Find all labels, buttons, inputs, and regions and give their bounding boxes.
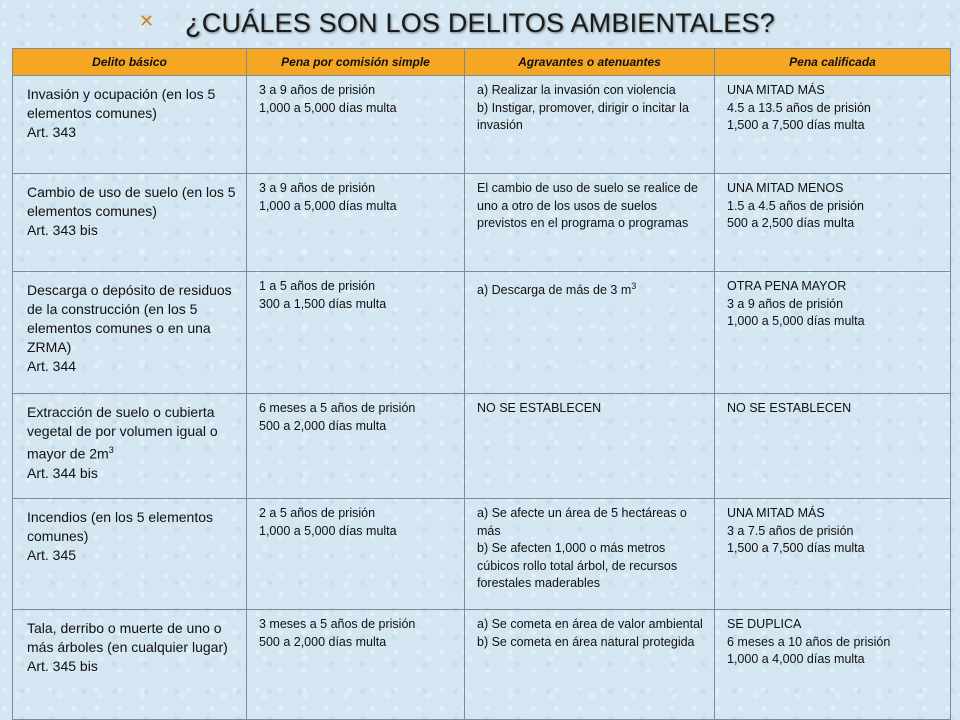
table-row bbox=[13, 394, 951, 499]
slide-header bbox=[0, 0, 960, 48]
cell-delito: Descarga o depósito de residuos de la construcción (en los 5 elementos comunes o en una ZRMA) Art. 344 bbox=[13, 272, 247, 394]
cell-calificada: OTRA PENA MAYOR 3 a 9 años de prisión 1,000 a 5,000 días multa bbox=[715, 272, 951, 394]
cell-delito: Incendios (en los 5 elementos comunes) Art. 345 bbox=[13, 499, 247, 610]
cell-delito: Tala, derribo o muerte de uno o más árboles (en cualquier lugar) Art. 345 bis bbox=[13, 610, 247, 720]
table-row bbox=[13, 499, 951, 610]
cell-pena: 3 a 9 años de prisión 1,000 a 5,000 días multa bbox=[247, 174, 465, 272]
table-row bbox=[13, 272, 951, 394]
cell-pena: 3 a 9 años de prisión 1,000 a 5,000 días multa bbox=[247, 76, 465, 174]
table-row bbox=[13, 76, 951, 174]
slide-title: ¿CUÁLES SON LOS DELITOS AMBIENTALES? bbox=[185, 8, 775, 38]
cell-agravantes: a) Descarga de más de 3 $m^3$ bbox=[465, 272, 715, 394]
cell-agravantes: a) Realizar la invasión con violencia b) Instigar, promover, dirigir o incitar la invasión bbox=[465, 76, 715, 174]
delitos-table bbox=[12, 48, 951, 720]
x-bullet-icon: ✕ bbox=[139, 11, 155, 32]
cell-calificada: UNA MITAD MENOS 1.5 a 4.5 años de prisión 500 a 2,500 días multa bbox=[715, 174, 951, 272]
cell-pena: 1 a 5 años de prisión 300 a 1,500 días multa bbox=[247, 272, 465, 394]
header-pena-calificada: Pena calificada bbox=[715, 49, 951, 76]
cell-delito: Extracción de suelo o cubierta vegetal de por volumen igual o mayor de $2m^3$ Art. 344 bis bbox=[13, 394, 247, 499]
header-agravantes: Agravantes o atenuantes bbox=[465, 49, 715, 76]
cell-agravantes: NO SE ESTABLECEN bbox=[465, 394, 715, 499]
cell-calificada: UNA MITAD MÁS 4.5 a 13.5 años de prisión 1,500 a 7,500 días multa bbox=[715, 76, 951, 174]
cell-calificada: NO SE ESTABLECEN bbox=[715, 394, 951, 499]
table-header-row bbox=[13, 49, 951, 76]
cell-pena: 6 meses a 5 años de prisión 500 a 2,000 días multa bbox=[247, 394, 465, 499]
cell-calificada: SE DUPLICA 6 meses a 10 años de prisión 1,000 a 4,000 días multa bbox=[715, 610, 951, 720]
header-delito-basico: Delito básico bbox=[13, 49, 247, 76]
cell-pena: 3 meses a 5 años de prisión 500 a 2,000 días multa bbox=[247, 610, 465, 720]
table-row bbox=[13, 174, 951, 272]
cell-delito: Invasión y ocupación (en los 5 elementos comunes) Art. 343 bbox=[13, 76, 247, 174]
cell-agravantes: a) Se afecte un área de 5 hectáreas o más b) Se afecten 1,000 o más metros cúbicos rollo total árbol, de recursos forestales maderables bbox=[465, 499, 715, 610]
cell-pena: 2 a 5 años de prisión 1,000 a 5,000 días multa bbox=[247, 499, 465, 610]
cell-calificada: UNA MITAD MÁS 3 a 7.5 años de prisión 1,500 a 7,500 días multa bbox=[715, 499, 951, 610]
cell-delito: Cambio de uso de suelo (en los 5 elementos comunes) Art. 343 bis bbox=[13, 174, 247, 272]
header-pena-simple: Pena por comisión simple bbox=[247, 49, 465, 76]
cell-agravantes: El cambio de uso de suelo se realice de uno a otro de los usos de suelos previstos en el programa o programas bbox=[465, 174, 715, 272]
cell-agravantes: a) Se cometa en área de valor ambiental b) Se cometa en área natural protegida bbox=[465, 610, 715, 720]
table-row bbox=[13, 610, 951, 720]
